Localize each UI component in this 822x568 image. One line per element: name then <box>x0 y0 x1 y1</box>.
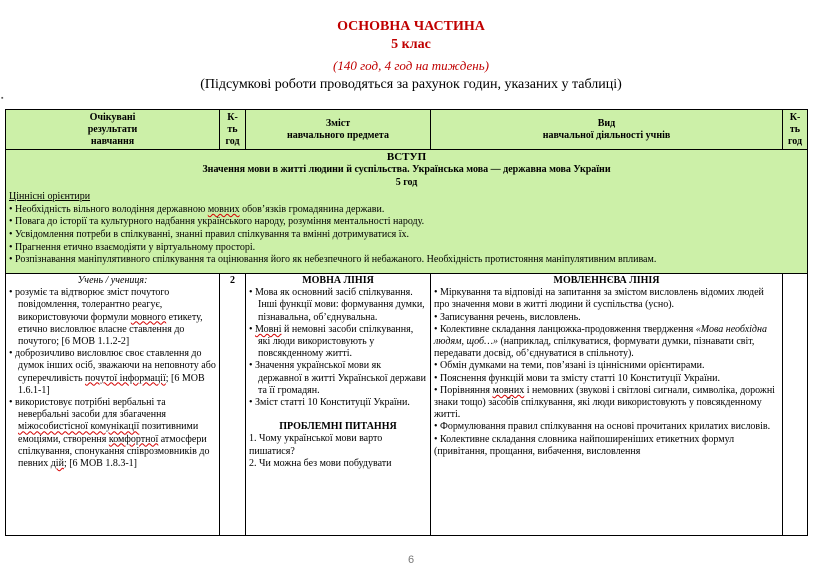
problem-item: 1. Чому української мови варто пишатися? <box>249 433 383 457</box>
value-item: • Необхідність вільного володіння державною мовних обов’язків громадянина держави. <box>9 203 385 215</box>
activity-item: • Записування речень, висловлень. <box>434 311 581 323</box>
header-activities-line: навчальної діяльності учнів <box>542 129 671 141</box>
header-content <box>245 109 431 150</box>
value-item: • Повага до історії та культурного надбання українського народу, розуміння ментальності народу. <box>9 216 425 228</box>
activity-item: • Колективне складання словника найпоширеніших етикетних формул (привітання, прощання, вибачення, висловлення <box>434 433 735 457</box>
grade-title: 5 клас <box>391 37 431 52</box>
content-cell <box>245 273 431 536</box>
activity-item: • Міркування та відповіді на запитання за змістом висловлень відомих людей про значення мови в житті людини й суспільства (усно). <box>434 287 764 311</box>
outcomes-cell <box>5 273 220 536</box>
intro-topic: Значення мови в житті людини й суспільства. Українська мова — державна мова України <box>202 164 611 175</box>
intro-hours: 5 год <box>395 176 418 188</box>
hours-cell: 2 <box>219 273 246 536</box>
header-hours-line: К- <box>789 111 801 123</box>
header-outcomes-line: навчання <box>90 135 135 147</box>
assessment-note: (Підсумкові роботи проводяться за рахунок годин, указаних у таблиці) <box>200 77 622 92</box>
activity-item: • Пояснення функцій мови та змісту статті 10 Конституції України. <box>434 372 720 384</box>
section-title: ОСНОВНА ЧАСТИНА <box>337 19 485 34</box>
header-hours-line: К- <box>227 111 238 123</box>
activity-quote: «Мова необхідна людям, щоб…» <box>434 323 767 348</box>
hours-right-cell <box>782 273 808 536</box>
hours-subtitle: (140 год, 4 год на тиждень) <box>333 58 489 73</box>
problem-item: 2. Чи можна без мови побудувати <box>249 457 392 469</box>
intro-heading: ВСТУП <box>386 151 427 163</box>
header-outcomes-line: результати <box>87 123 138 135</box>
outcome-item: • доброзичливо висловлює своє ставлення до думок інших осіб, зважаючи на неповноту або суперечливість почутої інформації; [6 МОВ 1.6.1-1] <box>9 348 216 396</box>
content-item: • Мова як основний засіб спілкування. Інші функції мови: формування думки, пізнавальна, об’єднувальна. <box>249 287 425 323</box>
outcome-item: • розуміє та відтворює зміст почутого повідомлення, толерантно реагує, використовуючи формули мовного етикету, етично висловлює власне ставлення до почутого; [6 МОВ 1.1.2-2] <box>9 287 203 348</box>
activities-cell <box>430 273 783 536</box>
activity-item: • Порівняння мовних і немовних (звукові і світлові сигнали, символіка, дорожні знаки тощо) засобів спілкування, які люди використовують у повсякденному житті. <box>434 384 775 421</box>
header-hours-line: год <box>787 135 803 147</box>
table-anchor-marker: ▪ <box>1 94 4 102</box>
content-heading: МОВНА ЛІНІЯ <box>302 275 374 286</box>
activity-item: • Колективне складання ланцюжка-продовження твердження «Мова необхідна людям, щоб…» (наприклад, спілкуватися, формувати думки, пізнавати світ, передавати досвід, об’єднуватися в спільноту). <box>434 323 767 360</box>
header-activities-line: Вид <box>597 117 616 129</box>
header-content-line: навчального предмета <box>287 129 389 141</box>
content-item: • Значення української мови як державної в житті Української держави та її громадян. <box>249 360 426 396</box>
header-hours-line: год <box>225 135 240 147</box>
outcome-item: • використовує потрібні вербальні та невербальні засоби для збагачення міжособистісної комунікації позитивними емоціями, створення комфортної атмосфери спілкування, спонукання співрозмовників до певних дій; [6 МОВ 1.8.3-1] <box>9 397 210 470</box>
activity-item: • Формулювання правил спілкування на основі прочитаних крилатих висловів. <box>434 421 771 433</box>
value-item: • Прагнення етично взаємодіяти у віртуальному просторі. <box>9 241 256 253</box>
header-hours-line: ть <box>227 123 238 135</box>
header-hours-line: ть <box>789 123 801 135</box>
values-label: Ціннісні орієнтири <box>9 191 91 203</box>
header-outcomes <box>5 109 220 150</box>
outcomes-label: Учень / учениця: <box>77 275 148 286</box>
value-item: • Усвідомлення потреби в спілкуванні, знанні правил спілкування та вмінні дотримуватися їх. <box>9 228 410 240</box>
header-activities <box>430 109 783 150</box>
page-number: 6 <box>407 554 415 566</box>
problems-heading: ПРОБЛЕМНІ ПИТАННЯ <box>279 421 397 433</box>
content-item: • Зміст статті 10 Конституції України. <box>249 397 410 409</box>
content-item: • Мовні й немовні засоби спілкування, які люди використовують у повсякденному житті. <box>249 323 414 360</box>
value-item: • Розпізнавання маніпулятивного спілкування та оцінювання його як небезпечного й небажаного. Необхідність протистояння маніпулятивним впливам. <box>9 254 657 266</box>
header-content-line: Зміст <box>325 117 351 129</box>
header-hours-right <box>782 109 808 150</box>
activities-heading: МОВЛЕННЄВА ЛІНІЯ <box>553 275 660 286</box>
header-hours-left <box>219 109 246 150</box>
header-outcomes-line: Очікувані <box>89 111 136 123</box>
curriculum-table <box>5 109 808 536</box>
intro-block <box>5 149 808 274</box>
activity-item: • Обмін думками на теми, пов’язані із ціннісними орієнтирами. <box>434 360 705 372</box>
